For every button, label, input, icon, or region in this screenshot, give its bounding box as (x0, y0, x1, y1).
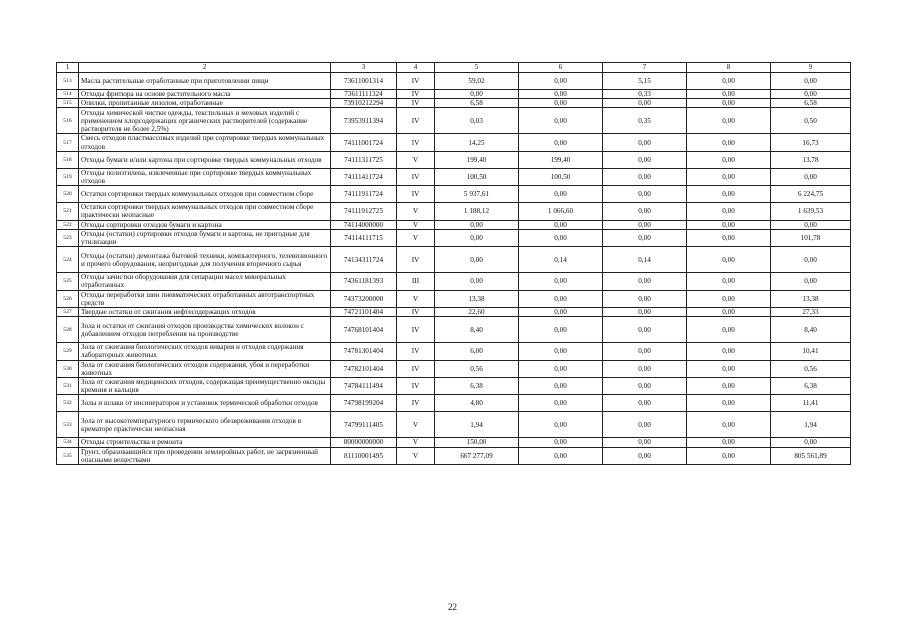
value-col-5: 14,25 (435, 134, 519, 151)
value-col-8: 0,00 (687, 247, 771, 273)
waste-name: Зола от сжигания биологических отходов вивария и отходов содержания лабораторных животных (79, 343, 331, 360)
value-col-6: 0,00 (519, 229, 603, 246)
hazard-class: III (397, 273, 435, 290)
value-col-8: 0,00 (687, 99, 771, 108)
value-col-8: 0,00 (687, 134, 771, 151)
row-number: 532 (57, 395, 79, 412)
row-number: 516 (57, 108, 79, 134)
value-col-6: 0,00 (519, 220, 603, 229)
value-col-9: 11,41 (771, 395, 851, 412)
value-col-9: 13,38 (771, 290, 851, 307)
value-col-6: 0,00 (519, 412, 603, 438)
value-col-8: 0,00 (687, 360, 771, 377)
value-col-7: 0,00 (603, 395, 687, 412)
value-col-6: 0,00 (519, 108, 603, 134)
waste-name: Отходы (остатки) сортировки отходов бумаги и картона, не пригодные для утилизации (79, 229, 331, 246)
waste-name: Отходы фритюра на основе растительного масла (79, 90, 331, 99)
value-col-5: 667 277,09 (435, 447, 519, 464)
waste-code: 74111001724 (331, 134, 397, 151)
table-row (57, 99, 851, 108)
value-col-9: 13,78 (771, 151, 851, 168)
hazard-class: IV (397, 73, 435, 90)
waste-name: Отходы (остатки) демонтажа бытовой техники, компьютерного, телевизионного и прочего оборудования, непригодные для получения вторичного сырья (79, 247, 331, 273)
waste-code: 74721101404 (331, 308, 397, 317)
value-col-9: 6 224,75 (771, 186, 851, 203)
value-col-9: 101,78 (771, 229, 851, 246)
value-col-6: 0,00 (519, 73, 603, 90)
waste-name: Отходы полиэтилена, извлеченные при сортировке твердых коммунальных отходов (79, 168, 331, 185)
hazard-class: V (397, 151, 435, 168)
value-col-7: 5,15 (603, 73, 687, 90)
hazard-class: IV (397, 186, 435, 203)
column-header: 1 (57, 63, 79, 73)
value-col-9: 10,41 (771, 343, 851, 360)
page-number: 22 (448, 602, 457, 612)
table-row (57, 290, 851, 307)
hazard-class: IV (397, 90, 435, 99)
value-col-9: 0,00 (771, 168, 851, 185)
waste-name: Опилки, пропитанные лизолом, отработанные (79, 99, 331, 108)
row-number: 522 (57, 220, 79, 229)
waste-code: 80000000000 (331, 438, 397, 447)
value-col-8: 0,00 (687, 186, 771, 203)
waste-code: 74111911724 (331, 186, 397, 203)
value-col-8: 0,00 (687, 168, 771, 185)
waste-name: Масла растительные отработанные при приготовлении пищи (79, 73, 331, 90)
value-col-9: 0,00 (771, 438, 851, 447)
waste-code: 74134311724 (331, 247, 397, 273)
waste-code: 74111411724 (331, 168, 397, 185)
column-header: 4 (397, 63, 435, 73)
value-col-8: 0,00 (687, 90, 771, 99)
hazard-class: IV (397, 343, 435, 360)
table-row (57, 134, 851, 151)
hazard-class: V (397, 203, 435, 220)
row-number: 531 (57, 378, 79, 395)
waste-name: Золы и шлаки от инсинераторов и установок термической обработки отходов (79, 395, 331, 412)
waste-name: Зола от сжигания медицинских отходов, содержащая преимущественно оксиды кремния и кальция (79, 378, 331, 395)
hazard-class: IV (397, 134, 435, 151)
row-number: 529 (57, 343, 79, 360)
waste-code: 74114000000 (331, 220, 397, 229)
hazard-class: IV (397, 308, 435, 317)
waste-code: 74111912725 (331, 203, 397, 220)
value-col-9: 0,50 (771, 108, 851, 134)
waste-code: 73953911394 (331, 108, 397, 134)
table-row (57, 168, 851, 185)
value-col-6: 100,50 (519, 168, 603, 185)
table-row (57, 108, 851, 134)
value-col-8: 0,00 (687, 151, 771, 168)
waste-name: Отходы химической чистки одежды, текстильных и меховых изделий с применением хлорсодержащих органических растворителей (содержание растворителя не более 2,5%) (79, 108, 331, 134)
value-col-5: 199,40 (435, 151, 519, 168)
value-col-8: 0,00 (687, 273, 771, 290)
value-col-8: 0,00 (687, 343, 771, 360)
table-row (57, 73, 851, 90)
value-col-7: 0,00 (603, 308, 687, 317)
value-col-9: 6,58 (771, 99, 851, 108)
hazard-class: V (397, 412, 435, 438)
table-row (57, 378, 851, 395)
hazard-class: IV (397, 360, 435, 377)
value-col-5: 0,03 (435, 108, 519, 134)
value-col-6: 0,00 (519, 378, 603, 395)
row-number: 521 (57, 203, 79, 220)
value-col-8: 0,00 (687, 229, 771, 246)
value-col-5: 1 188,12 (435, 203, 519, 220)
value-col-7: 0,33 (603, 90, 687, 99)
column-header: 3 (331, 63, 397, 73)
row-number: 515 (57, 99, 79, 108)
hazard-class: IV (397, 168, 435, 185)
row-number: 525 (57, 273, 79, 290)
value-col-7: 0,00 (603, 317, 687, 343)
row-number: 519 (57, 168, 79, 185)
value-col-6: 0,00 (519, 273, 603, 290)
value-col-7: 0,00 (603, 360, 687, 377)
table-row (57, 151, 851, 168)
value-col-7: 0,35 (603, 108, 687, 134)
waste-name: Твердые остатки от сжигания нефтесодержащих отходов (79, 308, 331, 317)
hazard-class: V (397, 290, 435, 307)
waste-name: Зола от высокотемпературного термического обезвреживания отходов в крематоре практически неопасная (79, 412, 331, 438)
table-row (57, 317, 851, 343)
table-row (57, 247, 851, 273)
table-row (57, 203, 851, 220)
value-col-5: 8,40 (435, 317, 519, 343)
value-col-8: 0,00 (687, 290, 771, 307)
column-header: 9 (771, 63, 851, 73)
value-col-9: 16,73 (771, 134, 851, 151)
table-row (57, 412, 851, 438)
value-col-8: 0,00 (687, 378, 771, 395)
waste-name: Остатки сортировки твердых коммунальных отходов при совместном сборе практически неопасные (79, 203, 331, 220)
value-col-5: 59,02 (435, 73, 519, 90)
value-col-5: 22,60 (435, 308, 519, 317)
value-col-7: 0,00 (603, 203, 687, 220)
waste-code: 73910212294 (331, 99, 397, 108)
hazard-class: IV (397, 99, 435, 108)
waste-code: 74784111494 (331, 378, 397, 395)
table-row (57, 343, 851, 360)
row-number: 524 (57, 247, 79, 273)
column-number-header-row (57, 63, 851, 73)
value-col-6: 199,40 (519, 151, 603, 168)
value-col-6: 0,00 (519, 395, 603, 412)
value-col-8: 0,00 (687, 73, 771, 90)
waste-code: 81110001495 (331, 447, 397, 464)
waste-code: 74373200000 (331, 290, 397, 307)
row-number: 526 (57, 290, 79, 307)
value-col-5: 5 937,61 (435, 186, 519, 203)
value-col-7: 0,00 (603, 186, 687, 203)
value-col-8: 0,00 (687, 108, 771, 134)
table-row (57, 220, 851, 229)
waste-code: 74768101404 (331, 317, 397, 343)
value-col-9: 27,33 (771, 308, 851, 317)
value-col-7: 0,00 (603, 99, 687, 108)
row-number: 530 (57, 360, 79, 377)
value-col-7: 0,00 (603, 290, 687, 307)
table-row (57, 438, 851, 447)
row-number: 518 (57, 151, 79, 168)
value-col-6: 0,00 (519, 343, 603, 360)
row-number: 527 (57, 308, 79, 317)
value-col-6: 0,00 (519, 438, 603, 447)
value-col-7: 0,00 (603, 447, 687, 464)
value-col-5: 0,00 (435, 273, 519, 290)
waste-name: Отходы зачистки оборудования для сепарации масел минеральных отработанных (79, 273, 331, 290)
value-col-7: 0,00 (603, 343, 687, 360)
value-col-9: 6,38 (771, 378, 851, 395)
value-col-7: 0,00 (603, 134, 687, 151)
value-col-5: 0,56 (435, 360, 519, 377)
value-col-8: 0,00 (687, 220, 771, 229)
value-col-7: 0,00 (603, 412, 687, 438)
hazard-class: IV (397, 378, 435, 395)
value-col-5: 150,00 (435, 438, 519, 447)
value-col-9: 0,00 (771, 247, 851, 273)
value-col-8: 0,00 (687, 308, 771, 317)
table-row (57, 447, 851, 464)
value-col-9: 1,94 (771, 412, 851, 438)
value-col-9: 0,00 (771, 220, 851, 229)
column-header: 7 (603, 63, 687, 73)
table-row (57, 186, 851, 203)
row-number: 517 (57, 134, 79, 151)
waste-code: 74782101404 (331, 360, 397, 377)
value-col-9: 0,00 (771, 90, 851, 99)
value-col-6: 0,00 (519, 90, 603, 99)
waste-code: 74798199204 (331, 395, 397, 412)
value-col-6: 0,00 (519, 134, 603, 151)
hazard-class: IV (397, 108, 435, 134)
value-col-5: 6,38 (435, 378, 519, 395)
waste-name: Грунт, образовавшийся при проведении землеройных работ, не загрязненный опасными веществами (79, 447, 331, 464)
value-col-5: 1,94 (435, 412, 519, 438)
value-col-7: 0,00 (603, 273, 687, 290)
hazard-class: V (397, 229, 435, 246)
row-number: 520 (57, 186, 79, 203)
hazard-class: IV (397, 317, 435, 343)
value-col-8: 0,00 (687, 395, 771, 412)
value-col-6: 1 066,60 (519, 203, 603, 220)
value-col-7: 0,00 (603, 438, 687, 447)
row-number: 535 (57, 447, 79, 464)
row-number: 513 (57, 73, 79, 90)
value-col-5: 100,50 (435, 168, 519, 185)
value-col-7: 0,00 (603, 378, 687, 395)
table-row (57, 273, 851, 290)
value-col-9: 0,56 (771, 360, 851, 377)
hazard-class: IV (397, 395, 435, 412)
column-header: 8 (687, 63, 771, 73)
value-col-5: 0,00 (435, 90, 519, 99)
value-col-7: 0,00 (603, 229, 687, 246)
waste-name: Отходы переработки шин пневматических отработанных автотранспортных средств (79, 290, 331, 307)
value-col-5: 0,00 (435, 247, 519, 273)
row-number: 523 (57, 229, 79, 246)
table-row (57, 395, 851, 412)
table-row (57, 90, 851, 99)
value-col-8: 0,00 (687, 412, 771, 438)
table-row (57, 229, 851, 246)
waste-name: Остатки сортировки твердых коммунальных отходов при совместном сборе (79, 186, 331, 203)
waste-name: Отходы сортировки отходов бумаги и картона (79, 220, 331, 229)
value-col-8: 0,00 (687, 203, 771, 220)
row-number: 514 (57, 90, 79, 99)
value-col-7: 0,00 (603, 220, 687, 229)
value-col-5: 0,00 (435, 220, 519, 229)
column-header: 5 (435, 63, 519, 73)
hazard-class: V (397, 447, 435, 464)
value-col-9: 0,00 (771, 73, 851, 90)
waste-code: 74111311725 (331, 151, 397, 168)
table-row (57, 360, 851, 377)
value-col-8: 0,00 (687, 447, 771, 464)
waste-table (56, 62, 851, 465)
waste-code: 73611001314 (331, 73, 397, 90)
waste-code: 73611111324 (331, 90, 397, 99)
value-col-6: 0,00 (519, 447, 603, 464)
value-col-5: 6,58 (435, 99, 519, 108)
waste-name: Зола от сжигания биологических отходов содержания, убоя и переработки животных (79, 360, 331, 377)
waste-name: Смесь отходов пластмассовых изделий при сортировке твердых коммунальных отходов (79, 134, 331, 151)
value-col-5: 0,00 (435, 229, 519, 246)
hazard-class: IV (397, 247, 435, 273)
hazard-class: V (397, 220, 435, 229)
column-header: 2 (79, 63, 331, 73)
table-row (57, 308, 851, 317)
value-col-6: 0,00 (519, 308, 603, 317)
value-col-9: 1 639,53 (771, 203, 851, 220)
value-col-8: 0,00 (687, 438, 771, 447)
hazard-class: V (397, 438, 435, 447)
value-col-9: 8,40 (771, 317, 851, 343)
value-col-6: 0,00 (519, 186, 603, 203)
waste-name: Отходы бумаги и/или картона при сортировке твердых коммунальных отходов (79, 151, 331, 168)
value-col-6: 0,14 (519, 247, 603, 273)
column-header: 6 (519, 63, 603, 73)
waste-code: 74361181393 (331, 273, 397, 290)
value-col-7: 0,00 (603, 168, 687, 185)
value-col-6: 0,00 (519, 290, 603, 307)
value-col-5: 4,80 (435, 395, 519, 412)
value-col-8: 0,00 (687, 317, 771, 343)
waste-code: 74114111715 (331, 229, 397, 246)
value-col-9: 0,00 (771, 273, 851, 290)
waste-name: Зола и остатки от сжигания отходов производства химических волокон с добавлением отходов потребления на производстве (79, 317, 331, 343)
value-col-5: 13,38 (435, 290, 519, 307)
value-col-6: 0,00 (519, 317, 603, 343)
value-col-6: 0,00 (519, 99, 603, 108)
waste-code: 74781301404 (331, 343, 397, 360)
waste-name: Отходы строительства и ремонта (79, 438, 331, 447)
row-number: 534 (57, 438, 79, 447)
row-number: 533 (57, 412, 79, 438)
waste-code: 74799111405 (331, 412, 397, 438)
row-number: 528 (57, 317, 79, 343)
value-col-7: 0,14 (603, 247, 687, 273)
value-col-9: 805 561,89 (771, 447, 851, 464)
value-col-5: 6,00 (435, 343, 519, 360)
value-col-6: 0,00 (519, 360, 603, 377)
value-col-7: 0,00 (603, 151, 687, 168)
